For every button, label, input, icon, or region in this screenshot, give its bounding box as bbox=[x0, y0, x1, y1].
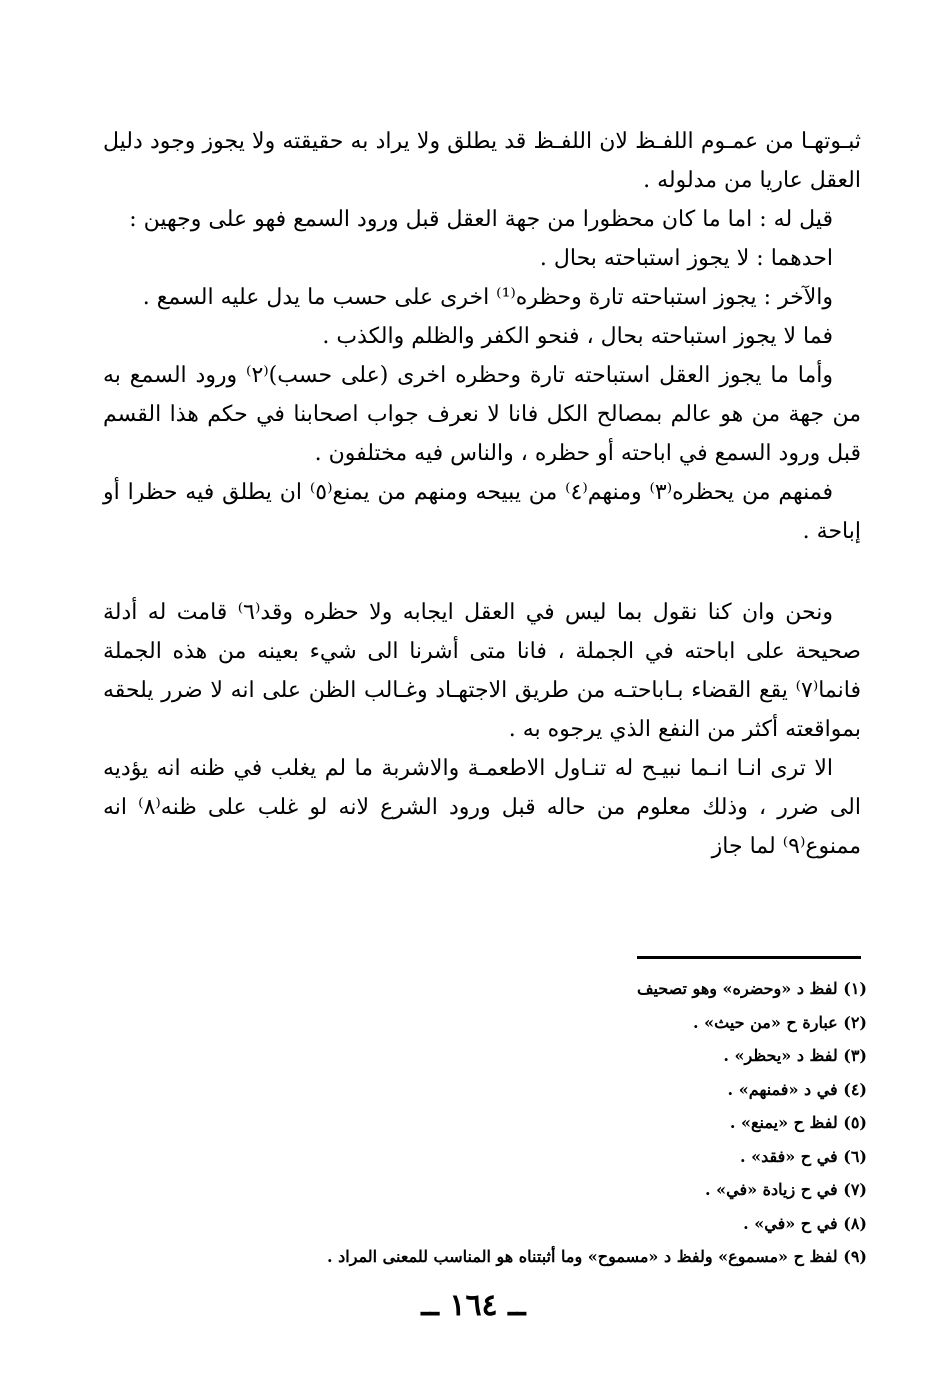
paragraph-9: الا ترى انـا انـما نبيـح له تنـاول الاطعمـة والاشربة ما لم يغلب في ظنه انه يؤديه الى ضرر ، وذلك معلوم من حاله قبل ورود الشرع لانه لو غلب على ظنه⁽٨⁾ انه ممنوع⁽٩⁾ لما جاز bbox=[103, 756, 861, 859]
footnote-separator bbox=[637, 956, 861, 959]
main-text-body bbox=[103, 122, 861, 866]
footnote-9: (٩) لفظ ح «مسموع» ولفظ د «مسموح» وما أثبتناه هو المناسب للمعنى المراد . bbox=[327, 1247, 867, 1266]
paragraph-1: ثبـوتهـا من عمـوم اللفـظ لان اللفـظ قد يطلق ولا يراد به حقيقته ولا يجوز وجود دليل العقل عاريا من مدلوله . bbox=[103, 129, 861, 193]
paragraph-3: احدهما : لا يجوز استباحته بحال . bbox=[539, 246, 833, 271]
footnote-6: (٦) في ح «فقد» . bbox=[739, 1146, 867, 1166]
paragraph-2: قيل له : اما ما كان محظورا من جهة العقل قبل ورود السمع فهو على وجهين : bbox=[129, 207, 833, 232]
footnotes bbox=[67, 972, 867, 1274]
footnote-8: (٨) في ح «في» . bbox=[743, 1213, 867, 1233]
paragraph-4: والآخر : يجوز استباحته تارة وحظره⁽¹⁾ اخرى على حسب ما يدل عليه السمع . bbox=[142, 285, 833, 310]
paragraph-5: فما لا يجوز استباحته بحال ، فنحو الكفر والظلم والكذب . bbox=[322, 324, 833, 349]
footnote-3: (٣) لفظ د «يحظر» . bbox=[723, 1046, 867, 1065]
footnote-1: (١) لفظ د «وحضره» وهو تصحيف bbox=[636, 979, 867, 998]
footnote-5: (٥) لفظ ح «يمنع» . bbox=[729, 1113, 867, 1132]
paragraph-7: فمنهم من يحظره⁽٣⁾ ومنهم⁽٤⁾ من يبيحه ومنهم من يمنع⁽٥⁾ ان يطلق فيه حظرا أو إباحة . bbox=[103, 480, 861, 544]
footnote-7: (٧) في ح زيادة «في» . bbox=[704, 1180, 867, 1199]
footnote-4: (٤) في د «فمنهم» . bbox=[727, 1079, 867, 1099]
paragraph-8: ونحن وان كنا نقول بما ليس في العقل ايجابه ولا حظره وقد⁽٦⁾ قامت له أدلة صحيحة على اباحته في الجملة ، فانا متى أشرنا الى شيء بعينه من هذه الجملة فانما⁽٧⁾ يقع القضاء بـاباحتـه من طريق الاجتهـاد وغـالب الظن على انه لا ضرر يلحقه بمواقعته أكثر من النفع الذي يرجوه به . bbox=[103, 600, 861, 742]
footnote-2: (٢) عبارة ح «من حيث» . bbox=[692, 1012, 867, 1032]
page-number: ــ ١٦٤ ــ bbox=[421, 1288, 526, 1323]
paragraph-6: وأما ما يجوز العقل استباحته تارة وحظره اخرى (على حسب)⁽٢⁾ ورود السمع به من جهة من هو عالم بمصالح الكل فانا لا نعرف جواب اصحابنا في حكم هذا القسم قبل ورود السمع في اباحته أو حظره ، والناس فيه مختلفون . bbox=[103, 363, 861, 466]
